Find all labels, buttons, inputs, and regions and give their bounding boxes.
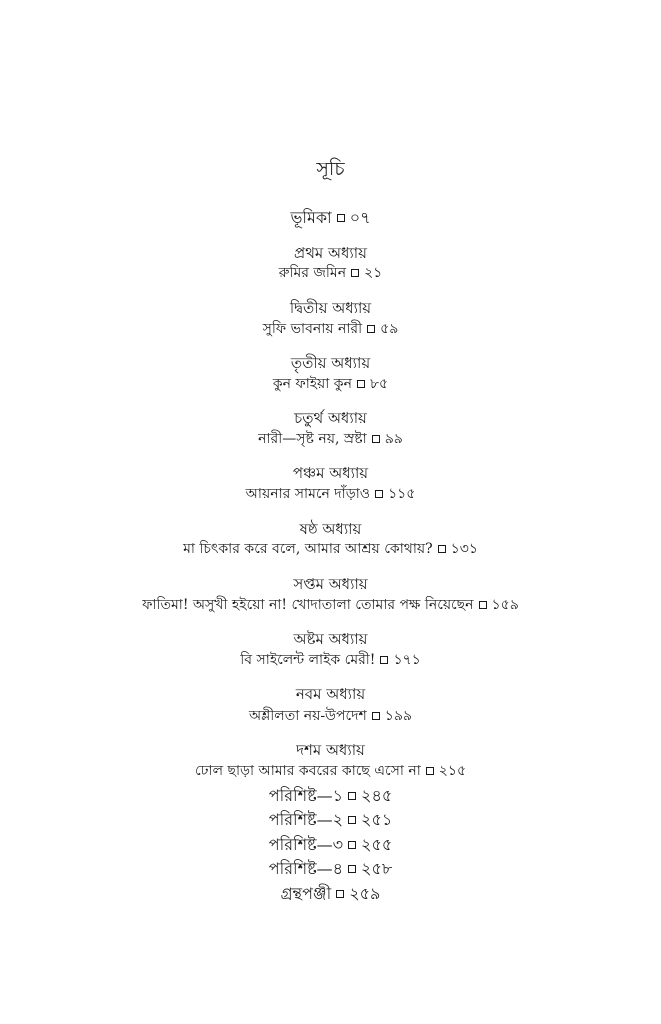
square-box-icon bbox=[351, 269, 359, 277]
chapter-label: নবম অধ্যায় bbox=[295, 685, 366, 703]
toc-entry bbox=[0, 538, 661, 560]
square-box-icon bbox=[357, 380, 365, 388]
toc-entry bbox=[0, 428, 661, 450]
chapter-label: অষ্টম অধ্যায় bbox=[293, 630, 368, 648]
chapter-label: চতুর্থ অধ্যায় bbox=[294, 409, 367, 427]
chapter-label: প্রথম অধ্যায় bbox=[294, 244, 367, 262]
entry-title: ভূমিকা bbox=[290, 208, 332, 227]
page-number: ২১৫ bbox=[438, 763, 467, 779]
page-number: ২১ bbox=[364, 265, 383, 281]
toc-chapter-heading bbox=[0, 573, 661, 595]
square-box-icon bbox=[372, 712, 380, 720]
toc-entry bbox=[0, 883, 661, 905]
page-number: ২৫৯ bbox=[349, 884, 381, 903]
entry-title: কুন ফাইয়া কুন bbox=[272, 376, 352, 392]
chapter-label: পঞ্চম অধ্যায় bbox=[292, 464, 369, 482]
square-box-icon bbox=[348, 865, 356, 873]
page-number: ১৯৯ bbox=[384, 708, 412, 724]
toc-entry bbox=[0, 649, 661, 671]
chapter-label: দশম অধ্যায় bbox=[296, 741, 365, 759]
entry-title: পরিশিষ্ট—৪ bbox=[268, 859, 344, 878]
page-number: ২৫৫ bbox=[361, 835, 393, 854]
toc-entry bbox=[0, 834, 661, 856]
entry-title: পরিশিষ্ট—১ bbox=[268, 786, 344, 805]
square-box-icon bbox=[348, 816, 356, 824]
square-box-icon bbox=[426, 767, 434, 775]
square-box-icon bbox=[438, 545, 446, 553]
chapter-label: দ্বিতীয় অধ্যায় bbox=[289, 299, 372, 317]
page-number: ১১৫ bbox=[388, 486, 416, 502]
page-number: ২৪৫ bbox=[361, 786, 393, 805]
toc-entry bbox=[0, 483, 661, 505]
toc-entry bbox=[0, 785, 661, 807]
entry-title: নারী—সৃষ্ট নয়, স্রষ্টা bbox=[258, 431, 367, 447]
page-title: সূচি bbox=[316, 158, 345, 180]
page-number: ১৫৯ bbox=[491, 597, 519, 613]
toc-chapter-heading bbox=[0, 462, 661, 484]
page-number: ৯৯ bbox=[384, 431, 403, 447]
page-number: ১৭১ bbox=[393, 652, 421, 668]
entry-title: গ্রন্থপঞ্জী bbox=[280, 884, 332, 903]
entry-title: রুমির জমিন bbox=[278, 265, 347, 281]
square-box-icon bbox=[337, 214, 345, 222]
chapter-label: ষষ্ঠ অধ্যায় bbox=[299, 520, 362, 538]
page-number: ০৭ bbox=[349, 208, 371, 227]
toc-chapter-heading bbox=[0, 352, 661, 374]
square-box-icon bbox=[380, 656, 388, 664]
toc-entry bbox=[0, 262, 661, 284]
entry-title: আয়নার সামনে দাঁড়াও bbox=[245, 486, 371, 502]
toc-entry bbox=[0, 858, 661, 880]
square-box-icon bbox=[348, 792, 356, 800]
square-box-icon bbox=[348, 841, 356, 849]
square-box-icon bbox=[367, 325, 375, 333]
toc-chapter-heading bbox=[0, 518, 661, 540]
page-number: ১৩১ bbox=[450, 541, 478, 557]
toc-entry bbox=[0, 373, 661, 395]
toc-chapter-heading bbox=[0, 683, 661, 705]
square-box-icon bbox=[372, 435, 380, 443]
toc-entry bbox=[0, 809, 661, 831]
entry-title: অশ্লীলতা নয়-উপদেশ bbox=[249, 708, 367, 724]
toc-chapter-heading bbox=[0, 628, 661, 650]
toc-chapter-heading bbox=[0, 242, 661, 264]
page-number: ৮৫ bbox=[369, 376, 389, 392]
toc-entry bbox=[0, 318, 661, 340]
entry-title: ফাতিমা! অসুখী হইয়ো না! খোদাতালা তোমার পক্ষ নিয়েছেন bbox=[142, 597, 474, 613]
entry-title: সুফি ভাবনায় নারী bbox=[262, 321, 363, 337]
chapter-label: তৃতীয় অধ্যায় bbox=[290, 354, 371, 372]
square-box-icon bbox=[336, 890, 344, 898]
entry-title: পরিশিষ্ট—২ bbox=[268, 810, 344, 829]
toc-chapter-heading bbox=[0, 407, 661, 429]
entry-title: পরিশিষ্ট—৩ bbox=[268, 835, 344, 854]
square-box-icon bbox=[375, 490, 383, 498]
chapter-label: সপ্তম অধ্যায় bbox=[293, 575, 368, 593]
toc-entry bbox=[0, 207, 661, 229]
entry-title: ঢোল ছাড়া আমার কবরের কাছে এসো না bbox=[194, 763, 421, 779]
page-number: ২৫৮ bbox=[361, 859, 393, 878]
page-number: ৫৯ bbox=[380, 321, 399, 337]
toc-chapter-heading bbox=[0, 739, 661, 761]
toc-entry bbox=[0, 760, 661, 782]
toc-entry bbox=[0, 705, 661, 727]
square-box-icon bbox=[479, 601, 487, 609]
entry-title: মা চিৎকার করে বলে, আমার আশ্রয় কোথায়? bbox=[183, 541, 433, 557]
toc-chapter-heading bbox=[0, 297, 661, 319]
entry-title: বি সাইলেন্ট লাইক মেরী! bbox=[240, 652, 376, 668]
page-number: ২৫১ bbox=[361, 810, 393, 829]
toc-entry bbox=[0, 594, 661, 616]
